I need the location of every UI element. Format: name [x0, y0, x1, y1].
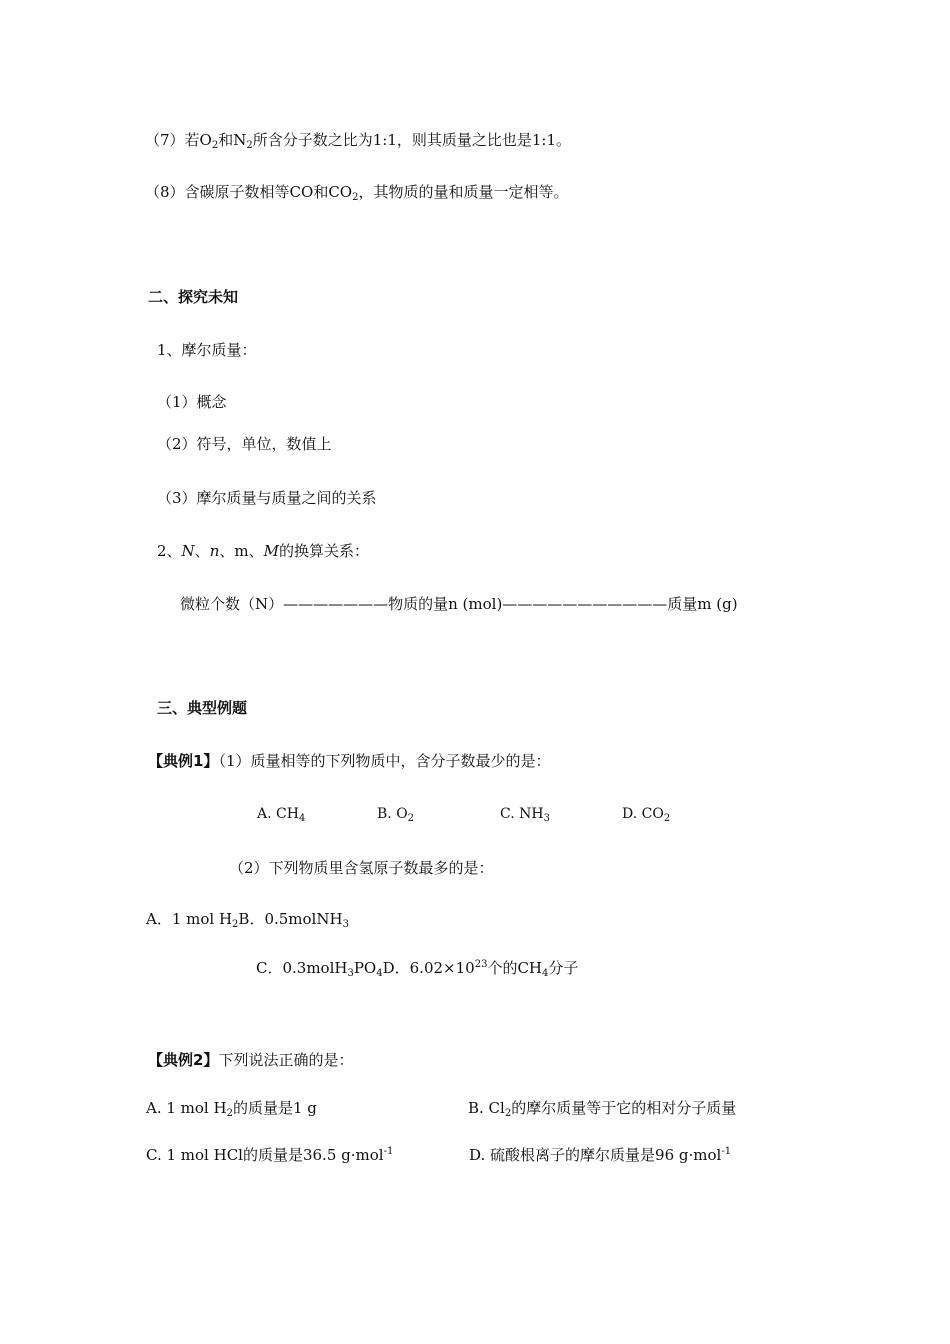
text: A．1 mol H: [146, 910, 233, 928]
example-1-option-a: [257, 804, 305, 824]
text: 若O: [184, 131, 212, 149]
subscript: 2: [211, 140, 219, 151]
example-2-option-c: [146, 1145, 393, 1165]
subscript: 2: [226, 1108, 233, 1119]
text: D．6.02×10: [382, 959, 475, 977]
text: PO: [353, 959, 377, 977]
text: （1）质量相等的下列物质中，含分子数最少的是：: [218, 752, 551, 770]
example-2-option-d: [469, 1145, 731, 1165]
superscript: -1: [383, 1146, 394, 1157]
example-1-q2-row-1: [146, 909, 349, 929]
text: 、: [194, 542, 210, 560]
text: 、m、: [219, 542, 264, 560]
text: D. 硫酸根离子的摩尔质量是96 g·mol: [469, 1146, 722, 1164]
symbol: M: [263, 542, 279, 560]
subscript: 4: [542, 968, 549, 979]
subscript: 2: [504, 1108, 512, 1119]
subscript: 3: [347, 968, 354, 979]
text: A. 1 mol H: [146, 1099, 227, 1117]
example-1-option-c: [500, 804, 550, 824]
superscript: -1: [721, 1146, 732, 1157]
example-1-option-b: [377, 804, 414, 824]
text: 下列说法正确的是：: [218, 1051, 354, 1069]
molar-mass-item-1: （1）概念: [157, 393, 227, 411]
example-2-option-a: [146, 1098, 317, 1118]
text: A. CH: [257, 806, 299, 822]
example-tag: 【典例2】: [148, 1051, 219, 1069]
text: ，其物质的量和质量一定相等。: [358, 183, 569, 201]
question-8: [145, 182, 569, 202]
symbol: n: [209, 542, 220, 560]
text: 和N: [218, 131, 247, 149]
text: 所含分子数之比为1:1，则其质量之比也是1:1。: [252, 131, 572, 149]
symbol: N: [181, 542, 195, 560]
subscript: 2: [246, 140, 253, 151]
text: 个的CH: [487, 959, 542, 977]
section-heading-explore: 二、探究未知: [148, 288, 239, 306]
subscript: 3: [342, 919, 349, 930]
molar-mass-item-3: （3）摩尔质量与质量之间的关系: [157, 489, 377, 507]
text: B. O: [377, 806, 408, 822]
subscript: 4: [376, 968, 383, 979]
subscript: 2: [352, 192, 359, 203]
text: C. NH: [500, 806, 544, 822]
conversion-chain: 微粒个数（N）———————物质的量n (mol)———————————质量m (g): [180, 595, 738, 613]
subscript: 4: [298, 813, 306, 824]
superscript: 23: [474, 959, 488, 970]
example-1-option-d: [622, 804, 670, 824]
question-number: （7）: [145, 131, 185, 149]
conversion-heading: [157, 541, 369, 561]
subscript: 2: [232, 919, 239, 930]
example-2-option-b: [468, 1098, 736, 1118]
section-heading-examples: 三、典型例题: [157, 699, 248, 717]
text: 的换算关系：: [278, 542, 369, 560]
text: C. 1 mol HCl的质量是36.5 g·mol: [146, 1146, 384, 1164]
molar-mass-item-2: （2）符号，单位，数值上: [157, 435, 332, 453]
text: 2、: [157, 542, 182, 560]
subscript: 3: [543, 813, 550, 824]
question-number: （8）: [145, 183, 185, 201]
question-7: [145, 130, 571, 150]
text: 含碳原子数相等CO和CO: [184, 183, 353, 201]
text: 的质量是1 g: [232, 1099, 317, 1117]
text: C．0.3molH: [256, 959, 348, 977]
molar-mass-heading: 1、摩尔质量：: [157, 341, 257, 359]
example-tag: 【典例1】: [148, 752, 219, 770]
example-1-q2-row-2: [256, 958, 578, 978]
subscript: 2: [663, 813, 671, 824]
text: 分子: [548, 959, 579, 977]
example-1-question-1: [148, 751, 550, 771]
text: D. CO: [622, 806, 664, 822]
text: B．0.5molNH: [238, 910, 343, 928]
text: 的摩尔质量等于它的相对分子质量: [511, 1099, 737, 1117]
example-2-question: [148, 1050, 353, 1070]
text: B. Cl: [468, 1099, 505, 1117]
subscript: 2: [407, 813, 415, 824]
example-1-question-2: （2）下列物质里含氢原子数最多的是：: [229, 859, 494, 877]
